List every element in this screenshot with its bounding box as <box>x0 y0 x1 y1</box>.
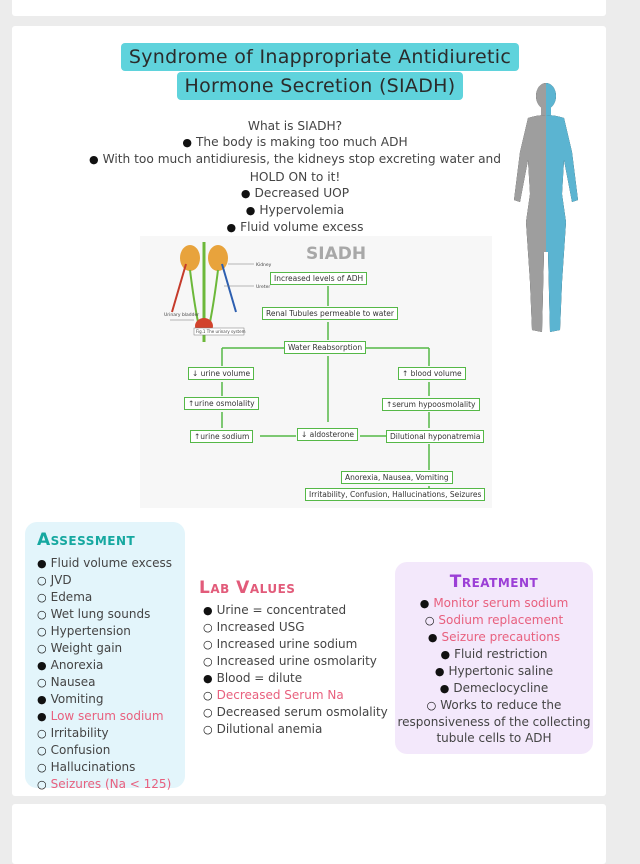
lab-item: ○ Decreased serum osmolality <box>203 704 391 721</box>
lab-item: ● Urine = concentrated <box>203 602 391 619</box>
treatment-panel <box>395 562 593 754</box>
kidney-label: Kidney <box>256 263 272 268</box>
intro-question: What is SIADH? <box>247 119 343 133</box>
assessment-panel <box>25 522 185 791</box>
treatment-list <box>395 595 593 746</box>
box-urine-osmolality: ↑urine osmolality <box>184 397 259 410</box>
box-anorexia-nausea-vomiting: Anorexia, Nausea, Vomiting <box>341 471 453 484</box>
intro-point: ● The body is making too much ADH <box>70 134 520 151</box>
assess-item: ○ Seizures (Na < 125) <box>37 776 172 793</box>
box-urine-sodium: ↑urine sodium <box>190 430 253 443</box>
siadh-flow-diagram <box>140 236 492 508</box>
assess-item: ○ Nausea <box>37 674 172 691</box>
treat-item: ● Seizure precautions <box>397 629 591 646</box>
human-silhouette-icon <box>506 82 586 338</box>
assess-item: ○ Irritability <box>37 725 172 742</box>
treat-item: ● Hypertonic saline <box>397 663 591 680</box>
intro-points <box>70 134 520 236</box>
urinary-system-illustration <box>164 242 282 344</box>
figure-caption: Fig.1 The urinary system <box>196 329 246 334</box>
diagram-title: SIADH <box>306 244 367 264</box>
assess-item: ○ JVD <box>37 572 172 589</box>
lab-values-section <box>199 578 391 738</box>
treat-item: ○ Works to reduce the responsiveness of the collecting tubule cells to ADH <box>397 697 591 746</box>
lab-item: ○ Decreased Serum Na <box>203 687 391 704</box>
treat-item: ● Fluid restriction <box>397 646 591 663</box>
box-urine-volume: ↓ urine volume <box>188 367 254 380</box>
box-water-reabsorption: Water Reabsorption <box>284 341 366 354</box>
box-dilutional-hyponatremia: Dilutional hyponatremia <box>386 430 484 443</box>
lab-item: ○ Dilutional anemia <box>203 721 391 738</box>
title-line-1: Syndrome of Inappropriate Antidiuretic <box>0 46 640 68</box>
title-line-2: Hormone Secretion (SIADH) <box>0 75 640 97</box>
treat-item: ○ Sodium replacement <box>397 612 591 629</box>
assessment-list <box>37 555 172 793</box>
bladder-label: Urinary bladder <box>164 313 200 318</box>
assess-item: ○ Hypertension <box>37 623 172 640</box>
intro-point: ● Hypervolemia <box>70 202 520 219</box>
assess-item: ○ Edema <box>37 589 172 606</box>
box-aldosterone: ↓ aldosterone <box>297 428 358 441</box>
previous-page-card <box>12 0 606 16</box>
assess-item: ● Low serum sodium <box>37 708 172 725</box>
assess-item: ● Vomiting <box>37 691 172 708</box>
intro-point: ● With too much antidiuresis, the kidneys stop excreting water and HOLD ON to it! <box>70 151 520 184</box>
box-increased-adh: Increased levels of ADH <box>270 272 367 285</box>
assess-item: ○ Weight gain <box>37 640 172 657</box>
lab-item: ○ Increased urine osmolarity <box>203 653 391 670</box>
intro-point: ● Fluid volume excess <box>70 219 520 236</box>
box-neuro-symptoms: Irritability, Confusion, Hallucinations, Seizures <box>305 488 485 501</box>
lab-item: ○ Increased USG <box>203 619 391 636</box>
box-blood-volume: ↑ blood volume <box>398 367 466 380</box>
assess-item: ○ Hallucinations <box>37 759 172 776</box>
treat-item: ● Monitor serum sodium <box>397 595 591 612</box>
lab-item: ● Blood = dilute <box>203 670 391 687</box>
lab-values-heading: Lab Values <box>199 578 296 598</box>
assess-item: ● Anorexia <box>37 657 172 674</box>
box-serum-hypoosmolality: ↑serum hypoosmolality <box>382 398 480 411</box>
intro-section <box>70 118 520 236</box>
assess-item: ○ Confusion <box>37 742 172 759</box>
assess-item: ● Fluid volume excess <box>37 555 172 572</box>
lab-values-list <box>203 602 391 738</box>
lab-item: ○ Increased urine sodium <box>203 636 391 653</box>
box-renal-tubules: Renal Tubules permeable to water <box>262 307 398 320</box>
treat-item: ● Demeclocycline <box>397 680 591 697</box>
assess-item: ○ Wet lung sounds <box>37 606 172 623</box>
treatment-heading: Treatment <box>449 572 539 592</box>
next-page-card <box>12 804 606 864</box>
intro-point: ● Decreased UOP <box>70 185 520 202</box>
ureter-label: Ureter <box>256 285 271 290</box>
assessment-heading: Assessment <box>37 530 136 550</box>
